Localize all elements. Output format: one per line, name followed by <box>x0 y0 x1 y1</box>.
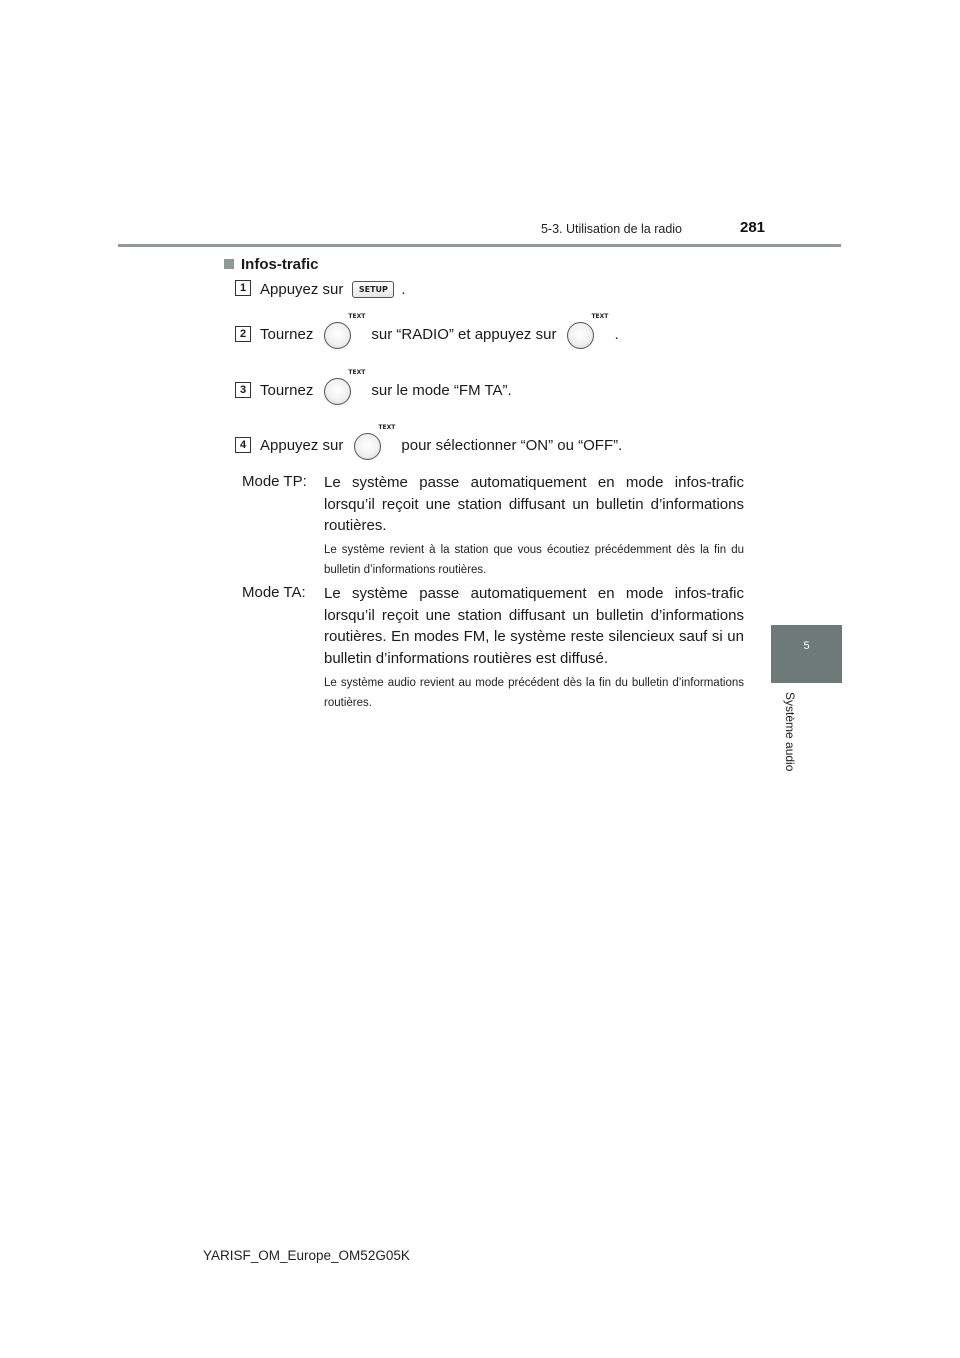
step-2-text-b: sur “RADIO” et appuyez sur <box>371 325 557 343</box>
step-number-2: 2 <box>235 326 251 342</box>
setup-button-icon: SETUP <box>352 281 394 298</box>
step-4-text-a: Appuyez sur <box>260 436 344 454</box>
page-number: 281 <box>740 219 766 236</box>
step-2 <box>260 313 619 351</box>
step-3-text-a: Tournez <box>260 381 314 399</box>
section-title-text: Infos-trafic <box>241 256 319 273</box>
tune-knob-icon <box>324 369 366 406</box>
mode-ta-note: Le système audio revient au mode précédent dès la fin du bulletin d’informations routières. <box>324 677 744 709</box>
tune-knob-icon <box>567 313 609 350</box>
section-header: 5-3. Utilisation de la radio <box>540 222 682 236</box>
step-number-1: 1 <box>235 280 251 296</box>
chapter-tab <box>771 625 842 683</box>
chapter-label-box <box>777 692 817 792</box>
header-rule <box>118 244 841 247</box>
square-bullet-icon <box>224 259 234 269</box>
step-2-text-c: . <box>614 325 619 343</box>
step-1-text-b: . <box>401 280 406 298</box>
step-4 <box>260 424 623 462</box>
tune-knob-icon <box>324 313 366 350</box>
knob-text-label: TEXT <box>591 313 609 320</box>
mode-tp-label: Mode TP: <box>242 473 307 490</box>
knob-text-label: TEXT <box>378 424 396 431</box>
mode-ta-label: Mode TA: <box>242 584 306 601</box>
step-1-text-a: Appuyez sur <box>260 280 344 298</box>
mode-tp-description: Le système passe automatiquement en mode infos-trafic lorsqu’il reçoit une station diffusant un bulletin d’informations routières. <box>324 474 744 534</box>
tune-knob-icon <box>354 424 396 461</box>
step-2-text-a: Tournez <box>260 325 314 343</box>
step-3-text-b: sur le mode “FM TA”. <box>371 381 512 399</box>
section-title <box>224 256 319 273</box>
chapter-label: Système audio <box>783 692 797 772</box>
step-1 <box>260 279 406 299</box>
mode-tp-note: Le système revient à la station que vous écoutiez précédemment dès la fin du bulletin d’informations routières. <box>324 544 744 576</box>
knob-text-label: TEXT <box>348 369 366 376</box>
mode-ta-description: Le système passe automatiquement en mode infos-trafic lorsqu’il reçoit une station diffusant un bulletin d’informations routières. En modes FM, le système reste silencieux sauf si un bulletin d’informations routières est diffusé. <box>324 585 744 667</box>
knob-text-label: TEXT <box>348 313 366 320</box>
step-4-text-b: pour sélectionner “ON” ou “OFF”. <box>401 436 623 454</box>
chapter-number: 5 <box>803 640 810 652</box>
step-number-4: 4 <box>235 437 251 453</box>
step-3 <box>260 369 512 407</box>
step-number-3: 3 <box>235 382 251 398</box>
document-code: YARISF_OM_Europe_OM52G05K <box>203 1248 410 1263</box>
